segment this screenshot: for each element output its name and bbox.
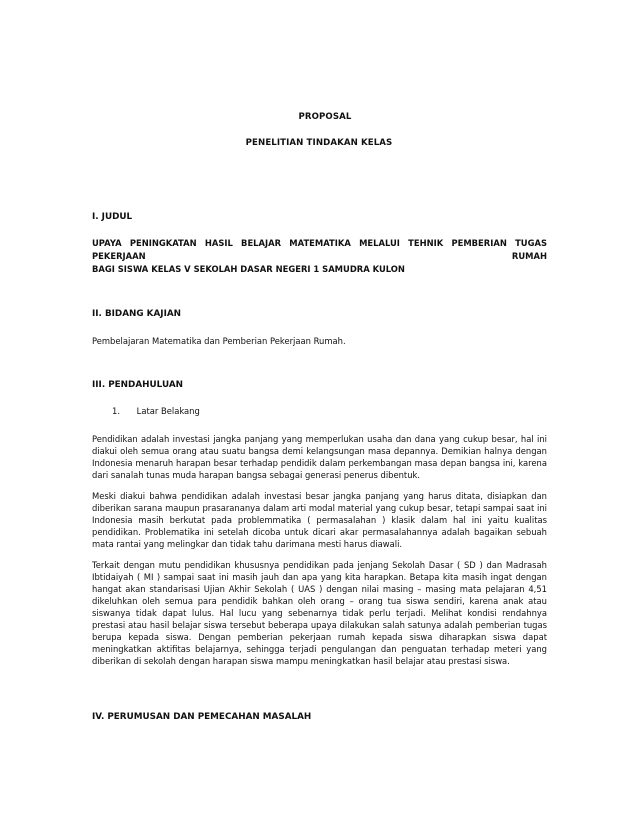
- judul-line-2: [92, 251, 547, 261]
- paragraph-3-line: prestasi atau hasil belajar siswa tersebut beberapa upaya dilakukan salah satunya adalah pemberian tugas: [92, 620, 547, 630]
- section-heading-judul: I. JUDUL: [92, 212, 133, 222]
- paragraph-1-line: dari sanalah tunas muda harapan bangsa sebagai generasi penerus dibentuk.: [92, 470, 421, 480]
- paragraph-2-line: mata rantai yang melingkar dan tidak tahu darimana mesti harus diawali.: [92, 539, 403, 549]
- paragraph-1-line: Pendidikan adalah investasi jangka panjang yang memperlukan usaha dan dana yang cukup besar, hal ini: [92, 434, 547, 444]
- paragraph-3-line: meningkatkan aktifitas belajarnya, sehingga terjadi pengulangan dan penguatan terhadap meteri yang: [92, 644, 547, 654]
- paragraph-2-line: Indonesia masih berkutat pada problemmatika ( permasalahan ) klasik dalam hal ini yaitu kualitas: [92, 515, 547, 525]
- list-label: Latar Belakang: [136, 406, 200, 416]
- bidang-kajian-text: Pembelajaran Matematika dan Pemberian Pekerjaan Rumah.: [92, 336, 346, 346]
- title-proposal: PROPOSAL: [298, 112, 352, 122]
- section-heading-perumusan: IV. PERUMUSAN DAN PEMECAHAN MASALAH: [92, 712, 312, 722]
- judul-line-2-left: PEKERJAAN: [92, 251, 146, 261]
- paragraph-3-line: hangat akan standarisasi Ujian Akhir Sekolah ( UAS ) dengan nilai masing – masing mata pelajaran 4,51: [92, 584, 547, 594]
- judul-line-3: BAGI SISWA KELAS V SEKOLAH DASAR NEGERI 1 SAMUDRA KULON: [92, 264, 405, 274]
- paragraph-2-line: diberikan sarana maupun prasarananya dalam arti modal material yang cukup besar, tetapi sampai saat ini: [92, 503, 547, 513]
- list-item-latar-belakang: [112, 406, 200, 416]
- paragraph-2-line: Meski diakui bahwa pendidikan adalah investasi besar jangka panjang yang harus ditata, disiapkan dan: [92, 491, 547, 501]
- judul-line-1: UPAYA PENINGKATAN HASIL BELAJAR MATEMATIKA MELALUI TEHNIK PEMBERIAN TUGAS: [92, 238, 547, 248]
- paragraph-3-line: Ibtidaiyah ( MI ) sampai saat ini masih jauh dan apa yang kita harapkan. Betapa kita masih ingat dengan: [92, 572, 547, 582]
- paragraph-1-line: Indonesia menaruh harapan besar terhadap pendidik dalam perkembangan masa depan bangsa ini, karena: [92, 458, 547, 468]
- section-heading-pendahuluan: III. PENDAHULUAN: [92, 380, 183, 390]
- title-subtitle: PENELITIAN TINDAKAN KELAS: [245, 138, 393, 148]
- paragraph-3-line: dikeluhkan oleh semua para pendidik bahkan oleh orang – orang tua siswa sendiri, karena anak atau: [92, 596, 547, 606]
- paragraph-3-line: Terkait dengan mutu pendidikan khususnya pendidikan pada jenjang Sekolah Dasar ( SD ) dan Madrasah: [92, 560, 547, 570]
- paragraph-3-line: diberikan di sekolah dengan harapan siswa mampu meningkatkan hasil belajar atau prestasi siswa.: [92, 656, 510, 666]
- paragraph-3-line: berupa kepada siswa. Dengan pemberian pekerjaan rumah kepada siswa diharapkan siswa dapat: [92, 632, 547, 642]
- paragraph-1-line: diakui oleh semua orang atau suatu bangsa demi kelangsungan masa depannya. Demikian halnya dengan: [92, 446, 547, 456]
- paragraph-3-line: siswanya tidak dapat lulus. Hal lucu yang sebenarnya tidak perlu terjadi. Melihat kondisi rendahnya: [92, 608, 547, 618]
- judul-line-2-right: RUMAH: [511, 251, 547, 261]
- paragraph-2-line: pendidikan. Problematika ini setelah dicoba untuk dicari akar permasalahannya adalah bagaikan sebuah: [92, 527, 547, 537]
- section-heading-bidang-kajian: II. BIDANG KAJIAN: [92, 309, 182, 319]
- list-number: 1.: [112, 406, 120, 416]
